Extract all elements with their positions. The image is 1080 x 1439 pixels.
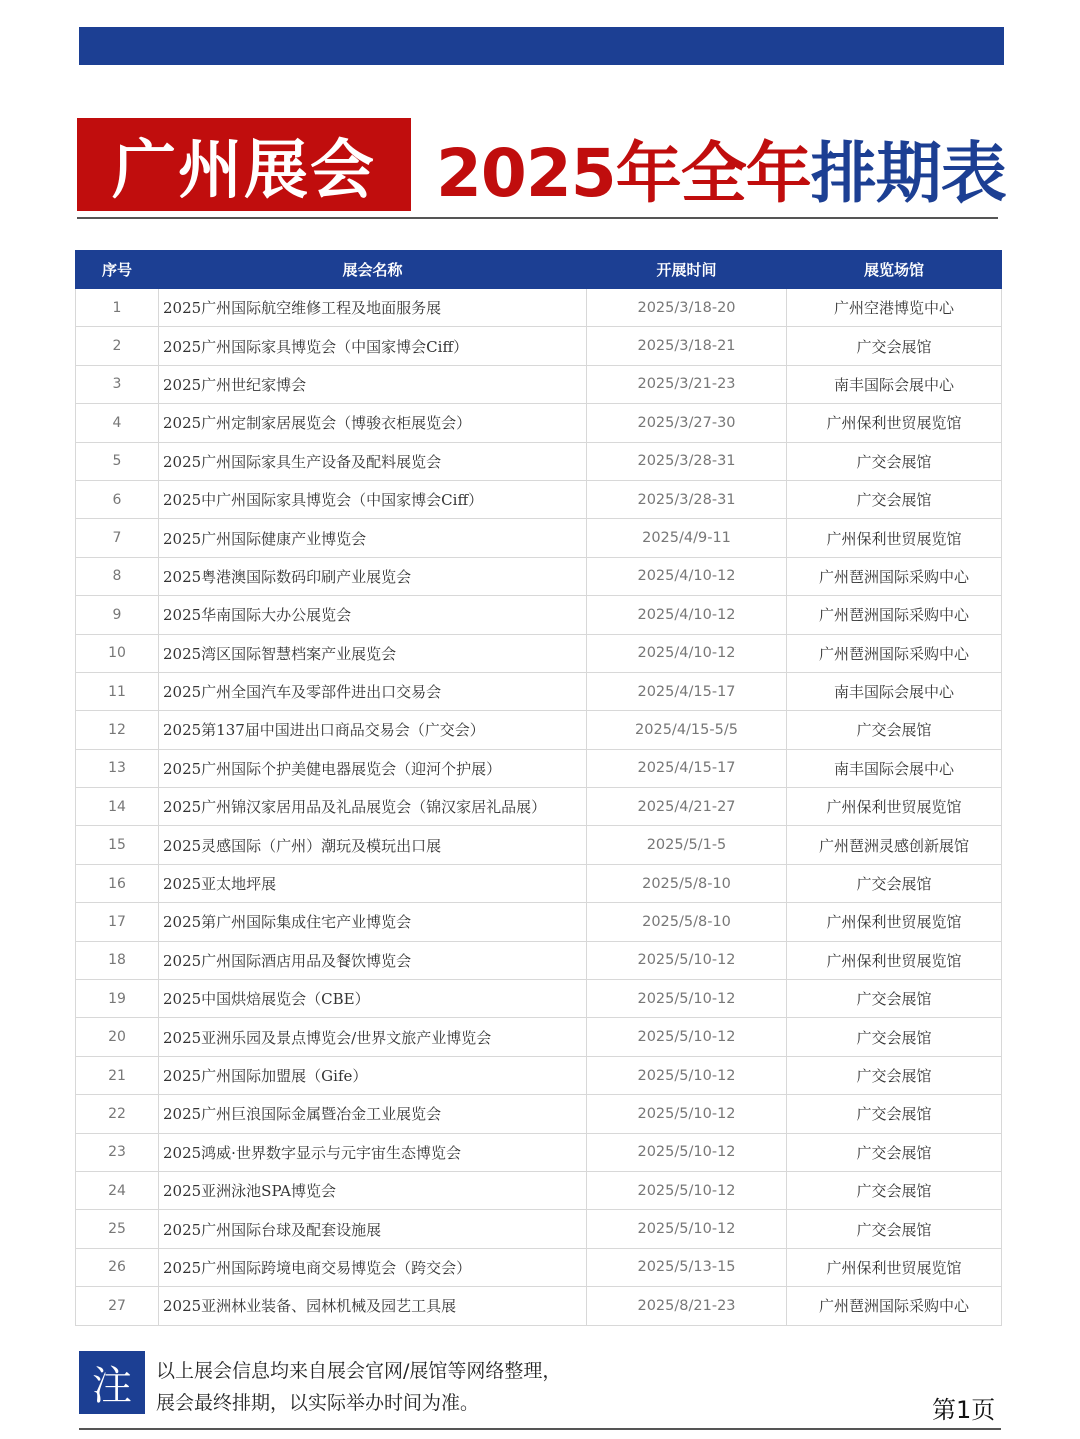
exhibition-venue: 广交会展馆: [787, 480, 1002, 518]
table-row: [76, 826, 1002, 864]
exhibition-date: 2025/3/28-31: [587, 480, 787, 518]
table-row: [76, 672, 1002, 710]
exhibition-date: 2025/4/10-12: [587, 634, 787, 672]
row-number: 6: [76, 480, 159, 518]
table-row: [76, 557, 1002, 595]
exhibition-name: 2025广州国际家具生产设备及配料展览会: [159, 442, 587, 480]
exhibition-venue: 广州保利世贸展览馆: [787, 903, 1002, 941]
table-row: [76, 289, 1002, 327]
note-icon-char: 注: [92, 1363, 132, 1409]
row-number: 26: [76, 1248, 159, 1286]
exhibition-date: 2025/5/10-12: [587, 941, 787, 979]
table-row: [76, 1018, 1002, 1056]
exhibition-name: 2025广州国际健康产业博览会: [159, 519, 587, 557]
table-row: [76, 1210, 1002, 1248]
note-icon: [79, 1351, 145, 1414]
exhibition-date: 2025/5/10-12: [587, 1210, 787, 1248]
exhibition-name: 2025广州世纪家博会: [159, 365, 587, 403]
row-number: 19: [76, 980, 159, 1018]
row-number: 11: [76, 672, 159, 710]
exhibition-name: 2025广州巨浪国际金属暨冶金工业展览会: [159, 1095, 587, 1133]
title-schedule: 排期表: [810, 134, 1006, 212]
bottom-divider: [79, 1428, 1001, 1430]
exhibition-date: 2025/5/8-10: [587, 864, 787, 902]
exhibition-date: 2025/5/13-15: [587, 1248, 787, 1286]
exhibition-date: 2025/5/10-12: [587, 1133, 787, 1171]
exhibition-date: 2025/3/21-23: [587, 365, 787, 403]
table-row: [76, 365, 1002, 403]
exhibition-venue: 广交会展馆: [787, 980, 1002, 1018]
exhibition-venue: 广交会展馆: [787, 1171, 1002, 1209]
exhibition-venue: 广州琶洲国际采购中心: [787, 1287, 1002, 1325]
table-row: [76, 1287, 1002, 1325]
exhibition-name: 2025广州国际家具博览会（中国家博会Ciff）: [159, 327, 587, 365]
exhibition-venue: 广州保利世贸展览馆: [787, 519, 1002, 557]
exhibition-name: 2025亚洲林业装备、园林机械及园艺工具展: [159, 1287, 587, 1325]
exhibition-name: 2025广州国际加盟展（Gife）: [159, 1056, 587, 1094]
table-row: [76, 596, 1002, 634]
schedule-table-container: [75, 250, 1001, 1326]
table-row: [76, 941, 1002, 979]
title-red-block: [77, 118, 411, 211]
exhibition-venue: 广州空港博览中心: [787, 289, 1002, 327]
note-text-line-2: 展会最终排期，以实际举办时间为准。: [156, 1392, 480, 1414]
exhibition-venue: 广州保利世贸展览馆: [787, 941, 1002, 979]
title-year: 2025年全年: [436, 134, 811, 212]
table-row: [76, 1248, 1002, 1286]
exhibition-date: 2025/4/15-5/5: [587, 711, 787, 749]
row-number: 2: [76, 327, 159, 365]
row-number: 27: [76, 1287, 159, 1325]
exhibition-venue: 广州琶洲国际采购中心: [787, 596, 1002, 634]
exhibition-venue: 广交会展馆: [787, 1095, 1002, 1133]
exhibition-date: 2025/3/27-30: [587, 404, 787, 442]
exhibition-venue: 广交会展馆: [787, 1018, 1002, 1056]
row-number: 5: [76, 442, 159, 480]
column-header-date: 开展时间: [587, 251, 787, 289]
row-number: 16: [76, 864, 159, 902]
exhibition-date: 2025/5/10-12: [587, 980, 787, 1018]
exhibition-name: 2025鸿威·世界数字显示与元宇宙生态博览会: [159, 1133, 587, 1171]
title-city: 广州展会: [112, 133, 376, 208]
table-row: [76, 864, 1002, 902]
row-number: 13: [76, 749, 159, 787]
row-number: 17: [76, 903, 159, 941]
table-row: [76, 749, 1002, 787]
row-number: 4: [76, 404, 159, 442]
exhibition-date: 2025/4/15-17: [587, 749, 787, 787]
exhibition-date: 2025/4/10-12: [587, 557, 787, 595]
note-text-line-1: 以上展会信息均来自展会官网/展馆等网络整理，: [156, 1360, 562, 1382]
exhibition-venue: 南丰国际会展中心: [787, 672, 1002, 710]
exhibition-date: 2025/5/10-12: [587, 1095, 787, 1133]
exhibition-name: 2025第137届中国进出口商品交易会（广交会）: [159, 711, 587, 749]
table-row: [76, 1133, 1002, 1171]
exhibition-name: 2025广州定制家居展览会（博骏衣柜展览会）: [159, 404, 587, 442]
row-number: 15: [76, 826, 159, 864]
table-row: [76, 903, 1002, 941]
exhibition-venue: 广交会展馆: [787, 442, 1002, 480]
schedule-table: [75, 250, 1002, 1326]
exhibition-name: 2025亚太地坪展: [159, 864, 587, 902]
row-number: 7: [76, 519, 159, 557]
row-number: 24: [76, 1171, 159, 1209]
table-row: [76, 788, 1002, 826]
table-row: [76, 480, 1002, 518]
exhibition-venue: 广州琶洲灵感创新展馆: [787, 826, 1002, 864]
exhibition-name: 2025湾区国际智慧档案产业展览会: [159, 634, 587, 672]
exhibition-venue: 广州琶洲国际采购中心: [787, 634, 1002, 672]
exhibition-date: 2025/4/15-17: [587, 672, 787, 710]
row-number: 12: [76, 711, 159, 749]
exhibition-venue: 广州保利世贸展览馆: [787, 404, 1002, 442]
exhibition-venue: 广交会展馆: [787, 1056, 1002, 1094]
exhibition-name: 2025中国烘焙展览会（CBE）: [159, 980, 587, 1018]
row-number: 20: [76, 1018, 159, 1056]
exhibition-date: 2025/5/1-5: [587, 826, 787, 864]
exhibition-date: 2025/3/28-31: [587, 442, 787, 480]
row-number: 18: [76, 941, 159, 979]
row-number: 3: [76, 365, 159, 403]
exhibition-name: 2025广州国际个护美健电器展览会（迎河个护展）: [159, 749, 587, 787]
row-number: 25: [76, 1210, 159, 1248]
table-row: [76, 1171, 1002, 1209]
exhibition-venue: 广交会展馆: [787, 1210, 1002, 1248]
exhibition-date: 2025/5/10-12: [587, 1018, 787, 1056]
exhibition-date: 2025/5/8-10: [587, 903, 787, 941]
exhibition-name: 2025亚洲泳池SPA博览会: [159, 1171, 587, 1209]
exhibition-date: 2025/3/18-21: [587, 327, 787, 365]
row-number: 21: [76, 1056, 159, 1094]
column-header-venue: 展览场馆: [787, 251, 1002, 289]
exhibition-name: 2025华南国际大办公展览会: [159, 596, 587, 634]
exhibition-venue: 广州保利世贸展览馆: [787, 788, 1002, 826]
row-number: 14: [76, 788, 159, 826]
exhibition-venue: 广交会展馆: [787, 327, 1002, 365]
table-row: [76, 980, 1002, 1018]
exhibition-name: 2025广州国际跨境电商交易博览会（跨交会）: [159, 1248, 587, 1286]
exhibition-date: 2025/5/10-12: [587, 1056, 787, 1094]
exhibition-venue: 广交会展馆: [787, 864, 1002, 902]
table-header-row: [76, 251, 1002, 289]
exhibition-name: 2025广州锦汉家居用品及礼品展览会（锦汉家居礼品展）: [159, 788, 587, 826]
exhibition-venue: 广州保利世贸展览馆: [787, 1248, 1002, 1286]
exhibition-venue: 南丰国际会展中心: [787, 749, 1002, 787]
exhibition-date: 2025/4/21-27: [587, 788, 787, 826]
row-number: 22: [76, 1095, 159, 1133]
exhibition-date: 2025/4/9-11: [587, 519, 787, 557]
exhibition-venue: 广交会展馆: [787, 711, 1002, 749]
row-number: 10: [76, 634, 159, 672]
exhibition-name: 2025亚洲乐园及景点博览会/世界文旅产业博览会: [159, 1018, 587, 1056]
column-header-no: 序号: [76, 251, 159, 289]
title-divider: [77, 217, 998, 219]
table-row: [76, 634, 1002, 672]
exhibition-name: 2025第广州国际集成住宅产业博览会: [159, 903, 587, 941]
exhibition-name: 2025灵感国际（广州）潮玩及模玩出口展: [159, 826, 587, 864]
row-number: 9: [76, 596, 159, 634]
exhibition-name: 2025中广州国际家具博览会（中国家博会Ciff）: [159, 480, 587, 518]
table-row: [76, 519, 1002, 557]
page-title: [436, 124, 1006, 210]
exhibition-venue: 广州琶洲国际采购中心: [787, 557, 1002, 595]
exhibition-name: 2025广州国际酒店用品及餐饮博览会: [159, 941, 587, 979]
table-row: [76, 404, 1002, 442]
row-number: 1: [76, 289, 159, 327]
row-number: 23: [76, 1133, 159, 1171]
exhibition-date: 2025/5/10-12: [587, 1171, 787, 1209]
table-row: [76, 442, 1002, 480]
top-banner-bar: [79, 27, 1004, 65]
exhibition-date: 2025/4/10-12: [587, 596, 787, 634]
table-row: [76, 327, 1002, 365]
exhibition-date: 2025/3/18-20: [587, 289, 787, 327]
table-row: [76, 1095, 1002, 1133]
table-row: [76, 1056, 1002, 1094]
exhibition-name: 2025广州国际航空维修工程及地面服务展: [159, 289, 587, 327]
column-header-name: 展会名称: [159, 251, 587, 289]
exhibition-name: 2025广州全国汽车及零部件进出口交易会: [159, 672, 587, 710]
exhibition-date: 2025/8/21-23: [587, 1287, 787, 1325]
row-number: 8: [76, 557, 159, 595]
exhibition-venue: 广交会展馆: [787, 1133, 1002, 1171]
exhibition-name: 2025粤港澳国际数码印刷产业展览会: [159, 557, 587, 595]
table-body: [76, 289, 1002, 1326]
table-row: [76, 711, 1002, 749]
exhibition-name: 2025广州国际台球及配套设施展: [159, 1210, 587, 1248]
page-number: 第1页: [932, 1396, 996, 1424]
exhibition-venue: 南丰国际会展中心: [787, 365, 1002, 403]
